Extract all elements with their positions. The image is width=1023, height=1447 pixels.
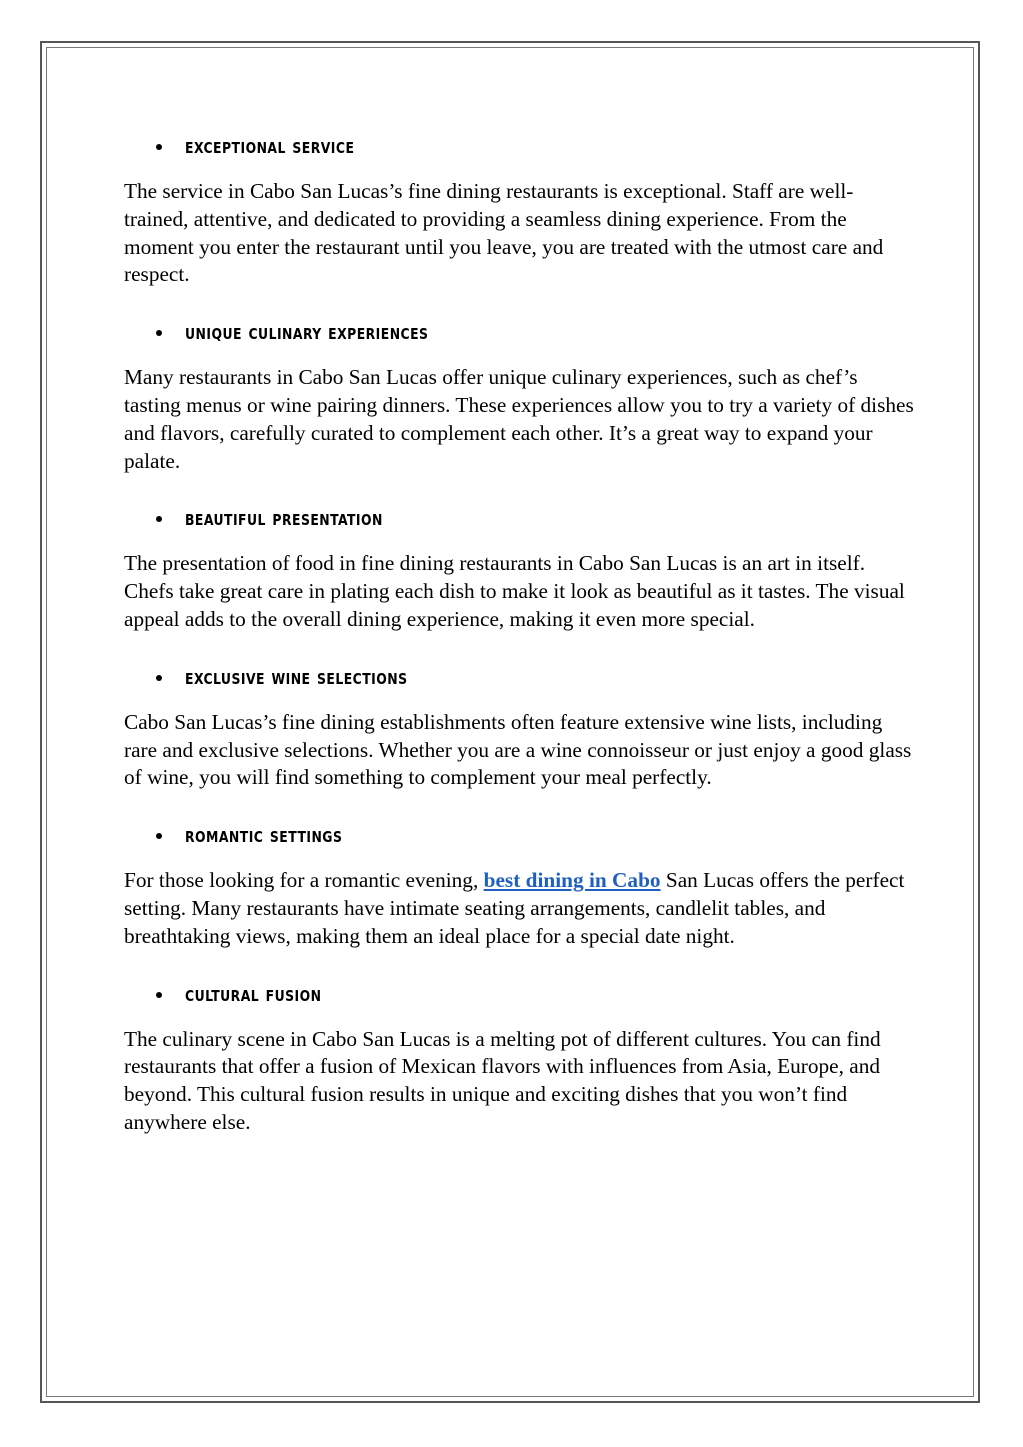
- bullet-icon: [124, 659, 185, 695]
- section-paragraph: The culinary scene in Cabo San Lucas is a melting pot of different cultures. You can find restaurants that offer a fusion of Mexican flavors with influences from Asia, Europe, and beyond. This cultural fusion results in unique and exciting dishes that you won’t find anywhere else.: [124, 1026, 881, 1134]
- paragraph-text-after-link: San Lucas offers the perfect setting. Many restaurants have intimate seating arrangements, candlelit tables, and breathtaking views, making them an ideal place for a special date night.: [124, 868, 905, 948]
- section-exceptional-service: [124, 128, 914, 289]
- bullet-icon: [124, 817, 185, 853]
- section-heading: [124, 500, 914, 536]
- heading-text: cultural fusion: [185, 981, 322, 1006]
- section-cultural-fusion: [124, 976, 914, 1137]
- section-romantic-settings: [124, 817, 914, 950]
- section-paragraph: Cabo San Lucas’s fine dining establishments often feature extensive wine lists, including rare and exclusive selections. Whether you are a wine connoisseur or just enjoy a good glass of wine, you will find something to complement your meal perfectly.: [124, 709, 912, 790]
- section-heading: [124, 659, 914, 695]
- section-heading: [124, 128, 914, 164]
- bullet-icon: [124, 500, 185, 536]
- section-unique-culinary-experiences: [124, 314, 914, 475]
- heading-text: beautiful presentation: [185, 506, 383, 531]
- bullet-icon: [124, 976, 185, 1012]
- section-beautiful-presentation: [124, 500, 914, 633]
- heading-text: unique culinary experiences: [185, 320, 429, 345]
- section-paragraph: [124, 867, 914, 950]
- best-dining-link[interactable]: best dining in Cabo: [483, 868, 661, 893]
- section-paragraph: The presentation of food in fine dining restaurants in Cabo San Lucas is an art in itself. Chefs take great care in plating each dish to make it look as beautiful as it tastes. The visual appeal adds to the overall dining experience, making it even more special.: [124, 551, 905, 631]
- section-exclusive-wine-selections: [124, 659, 914, 792]
- bullet-icon: [124, 314, 185, 350]
- heading-text: romantic settings: [185, 823, 343, 848]
- heading-text: exclusive wine selections: [185, 664, 408, 689]
- paragraph-text-before-link: For those looking for a romantic evening,: [124, 868, 484, 893]
- section-heading: [124, 314, 914, 350]
- section-paragraph: Many restaurants in Cabo San Lucas offer unique culinary experiences, such as chef’s tasting menus or wine pairing dinners. These experiences allow you to try a variety of dishes and flavors, carefully curated to complement each other. It’s a great way to expand your palate.: [124, 365, 914, 473]
- section-heading: [124, 817, 914, 853]
- document-content: [124, 128, 914, 1162]
- heading-text: exceptional service: [185, 134, 355, 158]
- section-heading: [124, 976, 914, 1012]
- section-paragraph: The service in Cabo San Lucas’s fine dining restaurants is exceptional. Staff are well-trained, attentive, and dedicated to providing a seamless dining experience. From the moment you enter the restaurant until you leave, you are treated with the utmost care and respect.: [124, 179, 884, 287]
- bullet-icon: [124, 128, 185, 164]
